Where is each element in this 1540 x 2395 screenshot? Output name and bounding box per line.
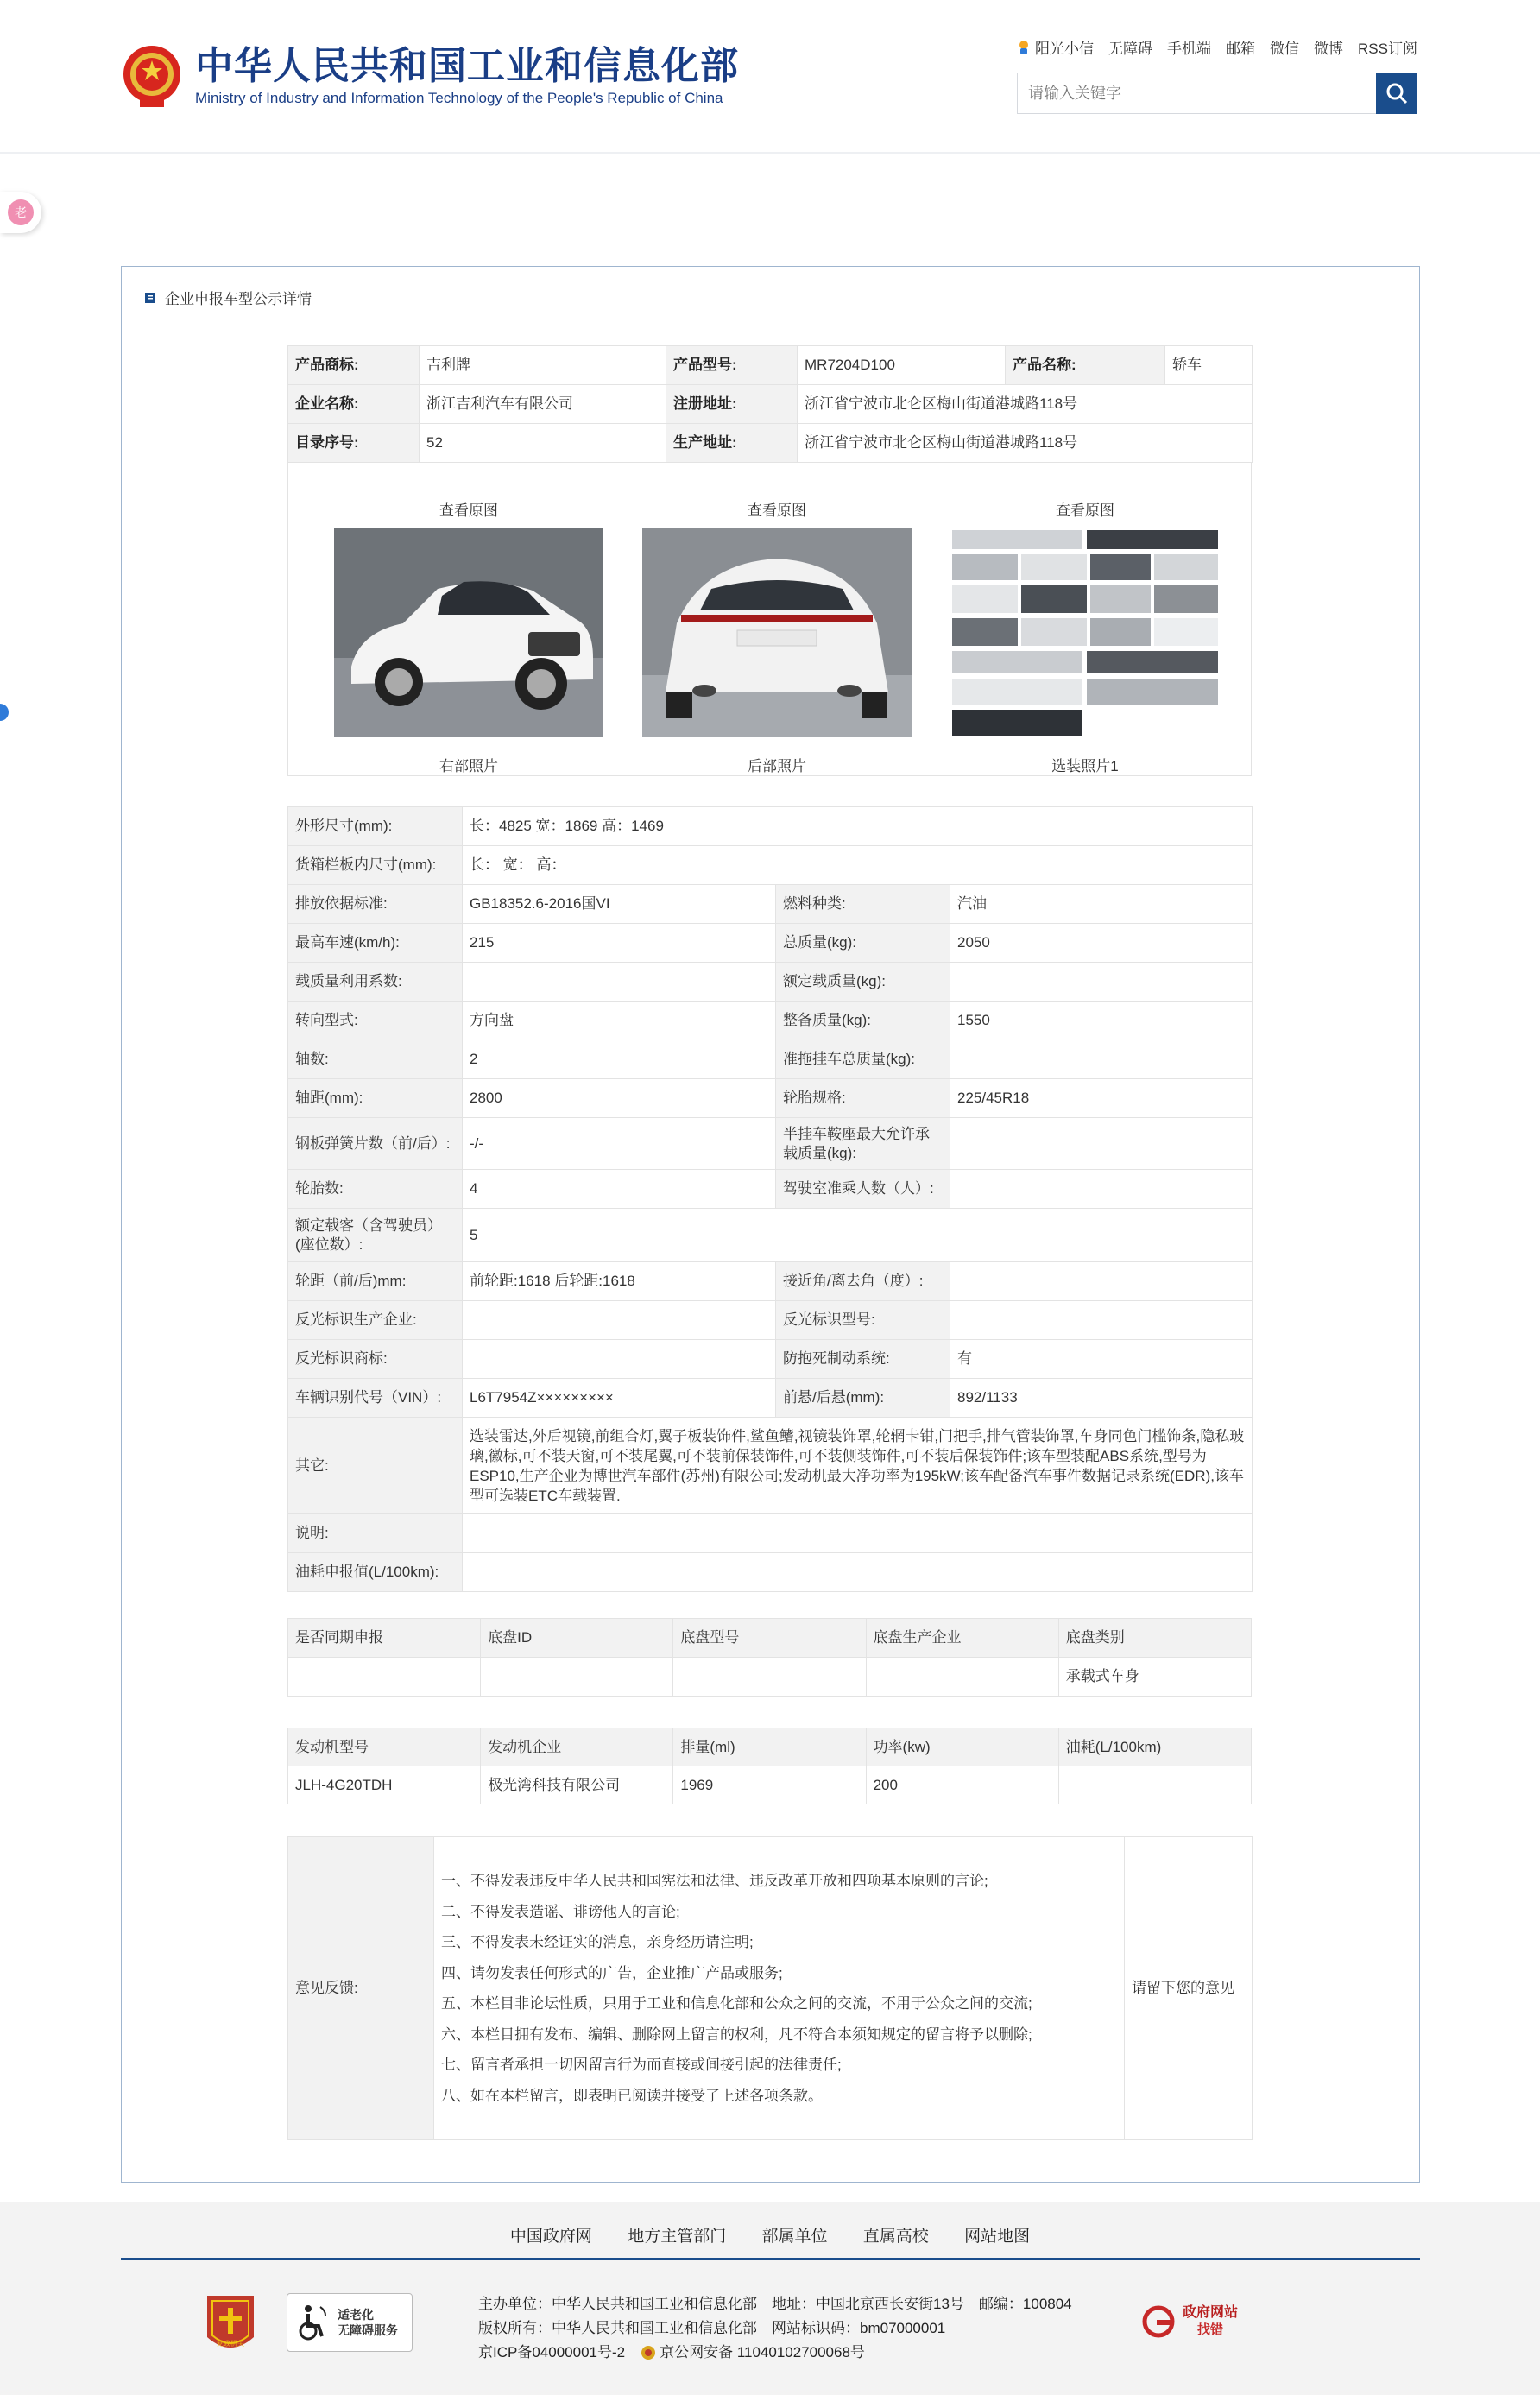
top-link-accessibility[interactable]: 无障碍: [1108, 41, 1153, 57]
spec-label: 油耗申报值(L/100km):: [288, 1553, 463, 1592]
spec-label: 货箱栏板内尺寸(mm):: [288, 846, 463, 885]
rule-item: 四、请勿发表任何形式的广告，企业推广产品或服务;: [441, 1964, 783, 1981]
feedback-label: 意见反馈:: [288, 1837, 434, 2140]
spec-value: [950, 963, 1253, 1002]
photo-caption: 后部照片: [748, 758, 806, 774]
company-label: 企业名称:: [288, 385, 420, 424]
table-cell: 承载式车身: [1058, 1658, 1251, 1697]
spec-value: 2800: [463, 1079, 776, 1118]
catalog-value: 52: [420, 424, 666, 463]
party-badge-text: 党政机关: [217, 2340, 244, 2348]
table-row: [288, 1766, 1252, 1804]
table-row: [288, 1379, 1253, 1418]
table-row: [288, 346, 1253, 385]
gov-badge-line2: 找错: [1197, 2322, 1224, 2337]
column-header: 底盘类别: [1058, 1619, 1251, 1658]
spec-label: 说明:: [288, 1514, 463, 1553]
spec-label: 轮胎规格:: [776, 1079, 950, 1118]
photo-gallery: [287, 462, 1252, 776]
spec-value: [950, 1262, 1253, 1301]
spec-value: 5: [463, 1209, 1253, 1262]
reg-addr-label: 注册地址:: [666, 385, 798, 424]
table-cell: JLH-4G20TDH: [288, 1766, 481, 1804]
column-header: 底盘ID: [481, 1619, 673, 1658]
spec-value: [950, 1040, 1253, 1079]
spec-value: 有: [950, 1340, 1253, 1379]
footer-link-sitemap[interactable]: 网站地图: [964, 2228, 1031, 2246]
table-row: [288, 1118, 1253, 1170]
table-cell: [866, 1658, 1058, 1697]
search-box: [1017, 73, 1417, 114]
spec-value: 215: [463, 924, 776, 963]
feedback-rules: [434, 1837, 1125, 2140]
spec-value: [463, 1553, 1253, 1592]
chassis-table: [287, 1618, 1252, 1697]
basic-info-table: [287, 345, 1253, 463]
spec-label: 轴距(mm):: [288, 1079, 463, 1118]
party-government-badge-icon[interactable]: [204, 2292, 257, 2358]
spec-value: 选装雷达,外后视镜,前组合灯,翼子板装饰件,鲨鱼鳍,视镜装饰罩,轮辋卡钳,门把手,排气管装饰罩,车身同色门槛饰条,隐私玻璃,徽标,可不装天窗,可不装尾翼,可不装前保装饰件,可不装侧装饰件,可不装后保装饰件;该车型装配ABS系统,型号为ESP10,生产企业为博世汽车部件(苏州)有限公司;发动机最大净功率为195kW;该车配备汽车事件数据记录系统(EDR),该车型可选装ETC车载装置.: [463, 1418, 1253, 1514]
spec-value: [463, 1340, 776, 1379]
reg-addr-value: 浙江省宁波市北仑区梅山街道港城路118号: [798, 385, 1253, 424]
table-cell: 200: [866, 1766, 1058, 1804]
view-original-link[interactable]: 查看原图: [439, 502, 498, 519]
spec-label: 其它:: [288, 1418, 463, 1514]
leave-comment-link[interactable]: 请留下您的意见: [1125, 1837, 1253, 2140]
column-header: 底盘型号: [673, 1619, 866, 1658]
spec-value: [950, 1170, 1253, 1209]
spec-label: 防抱死制动系统:: [776, 1340, 950, 1379]
spec-label: 车辆识别代号（VIN）:: [288, 1379, 463, 1418]
table-row: [288, 1658, 1252, 1697]
spec-value: 方向盘: [463, 1002, 776, 1040]
site-subtitle: Ministry of Industry and Information Technology of the People's Republic of China: [195, 90, 723, 106]
footer-divider: [121, 2258, 1420, 2260]
spec-value: [950, 1118, 1253, 1170]
site-title: 中华人民共和国工业和信息化部: [195, 45, 739, 87]
spec-value: 2050: [950, 924, 1253, 963]
prod-addr-label: 生产地址:: [666, 424, 798, 463]
table-row: [288, 1209, 1253, 1262]
table-row: [288, 385, 1253, 424]
spec-label: 额定载质量(kg):: [776, 963, 950, 1002]
accessible-badge-line1: 适老化: [338, 2308, 374, 2322]
table-row: [288, 1262, 1253, 1301]
footer-info: [478, 2292, 1072, 2365]
footer-icp[interactable]: 京ICP备04000001号-2: [478, 2344, 626, 2360]
table-row: [288, 885, 1253, 924]
spec-label: 接近角/离去角（度）:: [776, 1262, 950, 1301]
spec-value: [463, 963, 776, 1002]
spec-value: [463, 1514, 1253, 1553]
column-header: 油耗(L/100km): [1058, 1728, 1251, 1766]
spec-label: 准拖挂车总质量(kg):: [776, 1040, 950, 1079]
brand-value: 吉利牌: [420, 346, 666, 385]
feedback-table: [287, 1836, 1253, 2140]
rule-item: 二、不得发表造谣、诽谤他人的言论;: [441, 1903, 680, 1920]
rule-item: 七、留言者承担一切因留言行为而直接或间接引起的法律责任;: [441, 2057, 842, 2073]
spec-label: 整备质量(kg):: [776, 1002, 950, 1040]
spec-label: 排放依据标准:: [288, 885, 463, 924]
table-row: [288, 924, 1253, 963]
column-header: 排量(ml): [673, 1728, 866, 1766]
police-badge-icon: [641, 2345, 656, 2360]
rule-item: 一、不得发表违反中华人民共和国宪法和法律、违反改革开放和四项基本原则的言论;: [441, 1873, 988, 1889]
name-label: 产品名称:: [1006, 346, 1165, 385]
brand-label: 产品商标:: [288, 346, 420, 385]
spec-label: 额定载客（含驾驶员）(座位数）:: [288, 1209, 463, 1262]
search-button[interactable]: [1376, 73, 1417, 114]
document-icon: [144, 292, 156, 304]
side-float-dot[interactable]: [0, 704, 9, 721]
spec-value: [463, 1301, 776, 1340]
error-report-icon: [1141, 2304, 1176, 2339]
spec-value: 4: [463, 1170, 776, 1209]
column-header: 发动机企业: [481, 1728, 673, 1766]
spec-label: 驾驶室准乘人数（人）:: [776, 1170, 950, 1209]
site-footer: [0, 2202, 1540, 2395]
spec-label: 前悬/后悬(mm):: [776, 1379, 950, 1418]
spec-value: L6T7954Z×××××××××: [463, 1379, 776, 1418]
rule-item: 八、如在本栏留言，即表明已阅读并接受了上述各项条款。: [441, 2087, 823, 2104]
footer-link-units[interactable]: 部属单位: [761, 2228, 828, 2246]
top-link-sunny[interactable]: [1018, 36, 1094, 58]
view-original-link[interactable]: 查看原图: [1056, 502, 1114, 519]
elderly-mode-button[interactable]: [0, 192, 41, 233]
table-cell: [673, 1658, 866, 1697]
site-header: [0, 0, 1540, 154]
table-cell: 1969: [673, 1766, 866, 1804]
spec-label: 反光标识商标:: [288, 1340, 463, 1379]
table-cell: 极光湾科技有限公司: [481, 1766, 673, 1804]
spec-value: GB18352.6-2016国VI: [463, 885, 776, 924]
spec-label: 反光标识型号:: [776, 1301, 950, 1340]
company-value: 浙江吉利汽车有限公司: [420, 385, 666, 424]
site-logo[interactable]: [121, 41, 739, 111]
table-row: [288, 1418, 1253, 1514]
top-link-rss[interactable]: RSS订阅: [1358, 41, 1417, 57]
spec-label: 钢板弹簧片数（前/后）:: [288, 1118, 463, 1170]
table-row: [288, 1040, 1253, 1079]
footer-police[interactable]: 京公网安备 11040102700068号: [660, 2344, 865, 2360]
spec-label: 最高车速(km/h):: [288, 924, 463, 963]
spec-value: [950, 1301, 1253, 1340]
view-original-link[interactable]: 查看原图: [748, 502, 806, 519]
top-link-mobile[interactable]: 手机端: [1167, 41, 1212, 57]
gov-site-error-badge[interactable]: [1141, 2297, 1248, 2346]
column-header: 发动机型号: [288, 1728, 481, 1766]
car-rear-photo[interactable]: [642, 528, 912, 737]
accessible-badge-line2: 无障碍服务: [338, 2323, 398, 2337]
spec-label: 燃料种类:: [776, 885, 950, 924]
table-row: [288, 424, 1253, 463]
photo-rear: [642, 498, 912, 775]
spec-value: 892/1133: [950, 1379, 1253, 1418]
search-input[interactable]: [1018, 73, 1377, 113]
spec-value: 长：4825 宽：1869 高：1469: [463, 807, 1253, 846]
spec-value: 长： 宽： 高：: [463, 846, 1253, 885]
spec-label: 载质量利用系数:: [288, 963, 463, 1002]
spec-label: 轴数:: [288, 1040, 463, 1079]
photo-caption: 选装照片1: [1051, 758, 1119, 774]
spec-label: 反光标识生产企业:: [288, 1301, 463, 1340]
spec-table: [287, 806, 1253, 1592]
spec-value: -/-: [463, 1118, 776, 1170]
table-row: [288, 1553, 1253, 1592]
table-row: [288, 1301, 1253, 1340]
column-header: 底盘生产企业: [866, 1619, 1058, 1658]
search-icon: [1385, 82, 1408, 104]
spec-label: 转向型式:: [288, 1002, 463, 1040]
optional-parts-photo[interactable]: [950, 528, 1220, 737]
gov-badge-line1: 政府网站: [1183, 2305, 1239, 2320]
table-row: [288, 1079, 1253, 1118]
photo-caption: 右部照片: [439, 758, 498, 774]
sunny-mascot-icon: [1018, 40, 1030, 55]
panel-title-text: 企业申报车型公示详情: [165, 291, 312, 307]
panel-title: [144, 282, 1399, 313]
engine-table: [287, 1728, 1252, 1804]
top-link-weibo[interactable]: 微博: [1314, 41, 1344, 57]
table-row: [288, 807, 1253, 846]
table-row: [288, 1002, 1253, 1040]
table-row: [288, 1728, 1252, 1766]
photo-right: [334, 498, 603, 775]
elderly-accessible-badge[interactable]: [287, 2293, 413, 2352]
spec-label: 总质量(kg):: [776, 924, 950, 963]
top-link-label: 阳光小信: [1035, 41, 1095, 57]
rule-item: 六、本栏目拥有发布、编辑、删除网上留言的权利，凡不符合本须知规定的留言将予以删除;: [441, 2025, 1032, 2043]
footer-link-universities[interactable]: 直属高校: [862, 2228, 929, 2246]
spec-value: 汽油: [950, 885, 1253, 924]
photo-optional: [950, 498, 1220, 775]
spec-value: 前轮距:1618 后轮距:1618: [463, 1262, 776, 1301]
model-value: MR7204D100: [798, 346, 1006, 385]
car-right-photo[interactable]: [334, 528, 603, 737]
table-row: [288, 1340, 1253, 1379]
table-row: [288, 1170, 1253, 1209]
table-row: [288, 846, 1253, 885]
column-header: 是否同期申报: [288, 1619, 481, 1658]
top-link-mail[interactable]: 邮箱: [1226, 41, 1256, 57]
table-row: [288, 1514, 1253, 1553]
spec-value: 225/45R18: [950, 1079, 1253, 1118]
table-row: [288, 1619, 1252, 1658]
footer-nav: [0, 2223, 1540, 2246]
spec-label: 外形尺寸(mm):: [288, 807, 463, 846]
footer-link-local[interactable]: 地方主管部门: [628, 2228, 727, 2246]
table-cell: [288, 1658, 481, 1697]
spec-label: 轮胎数:: [288, 1170, 463, 1209]
name-value: 轿车: [1165, 346, 1253, 385]
spec-label: 半挂车鞍座最大允许承载质量(kg):: [776, 1118, 950, 1170]
top-link-wechat[interactable]: 微信: [1270, 41, 1300, 57]
wheelchair-icon: [296, 2303, 331, 2341]
table-row: [288, 963, 1253, 1002]
footer-copyright: 版权所有：中华人民共和国工业和信息化部 网站标识码：bm07000001: [478, 2320, 946, 2336]
prod-addr-value: 浙江省宁波市北仑区梅山街道港城路118号: [798, 424, 1253, 463]
elderly-mode-icon: 老: [8, 199, 34, 225]
table-cell: [1058, 1766, 1251, 1804]
table-cell: [481, 1658, 673, 1697]
footer-host: 主办单位：中华人民共和国工业和信息化部 地址：中国北京西长安街13号 邮编：100804: [478, 2296, 1072, 2312]
footer-link-gov[interactable]: 中国政府网: [509, 2228, 592, 2246]
table-row: [288, 1837, 1253, 2140]
national-emblem-icon: [121, 41, 183, 111]
column-header: 功率(kw): [866, 1728, 1058, 1766]
model-label: 产品型号:: [666, 346, 798, 385]
rule-item: 五、本栏目非论坛性质，只用于工业和信息化部和公众之间的交流，不用于公众之间的交流;: [441, 1995, 1032, 2012]
top-links: [1003, 36, 1417, 58]
spec-value: 2: [463, 1040, 776, 1079]
spec-label: 轮距（前/后)mm:: [288, 1262, 463, 1301]
rule-item: 三、不得发表未经证实的消息，亲身经历请注明;: [441, 1934, 754, 1950]
spec-value: 1550: [950, 1002, 1253, 1040]
catalog-label: 目录序号:: [288, 424, 420, 463]
